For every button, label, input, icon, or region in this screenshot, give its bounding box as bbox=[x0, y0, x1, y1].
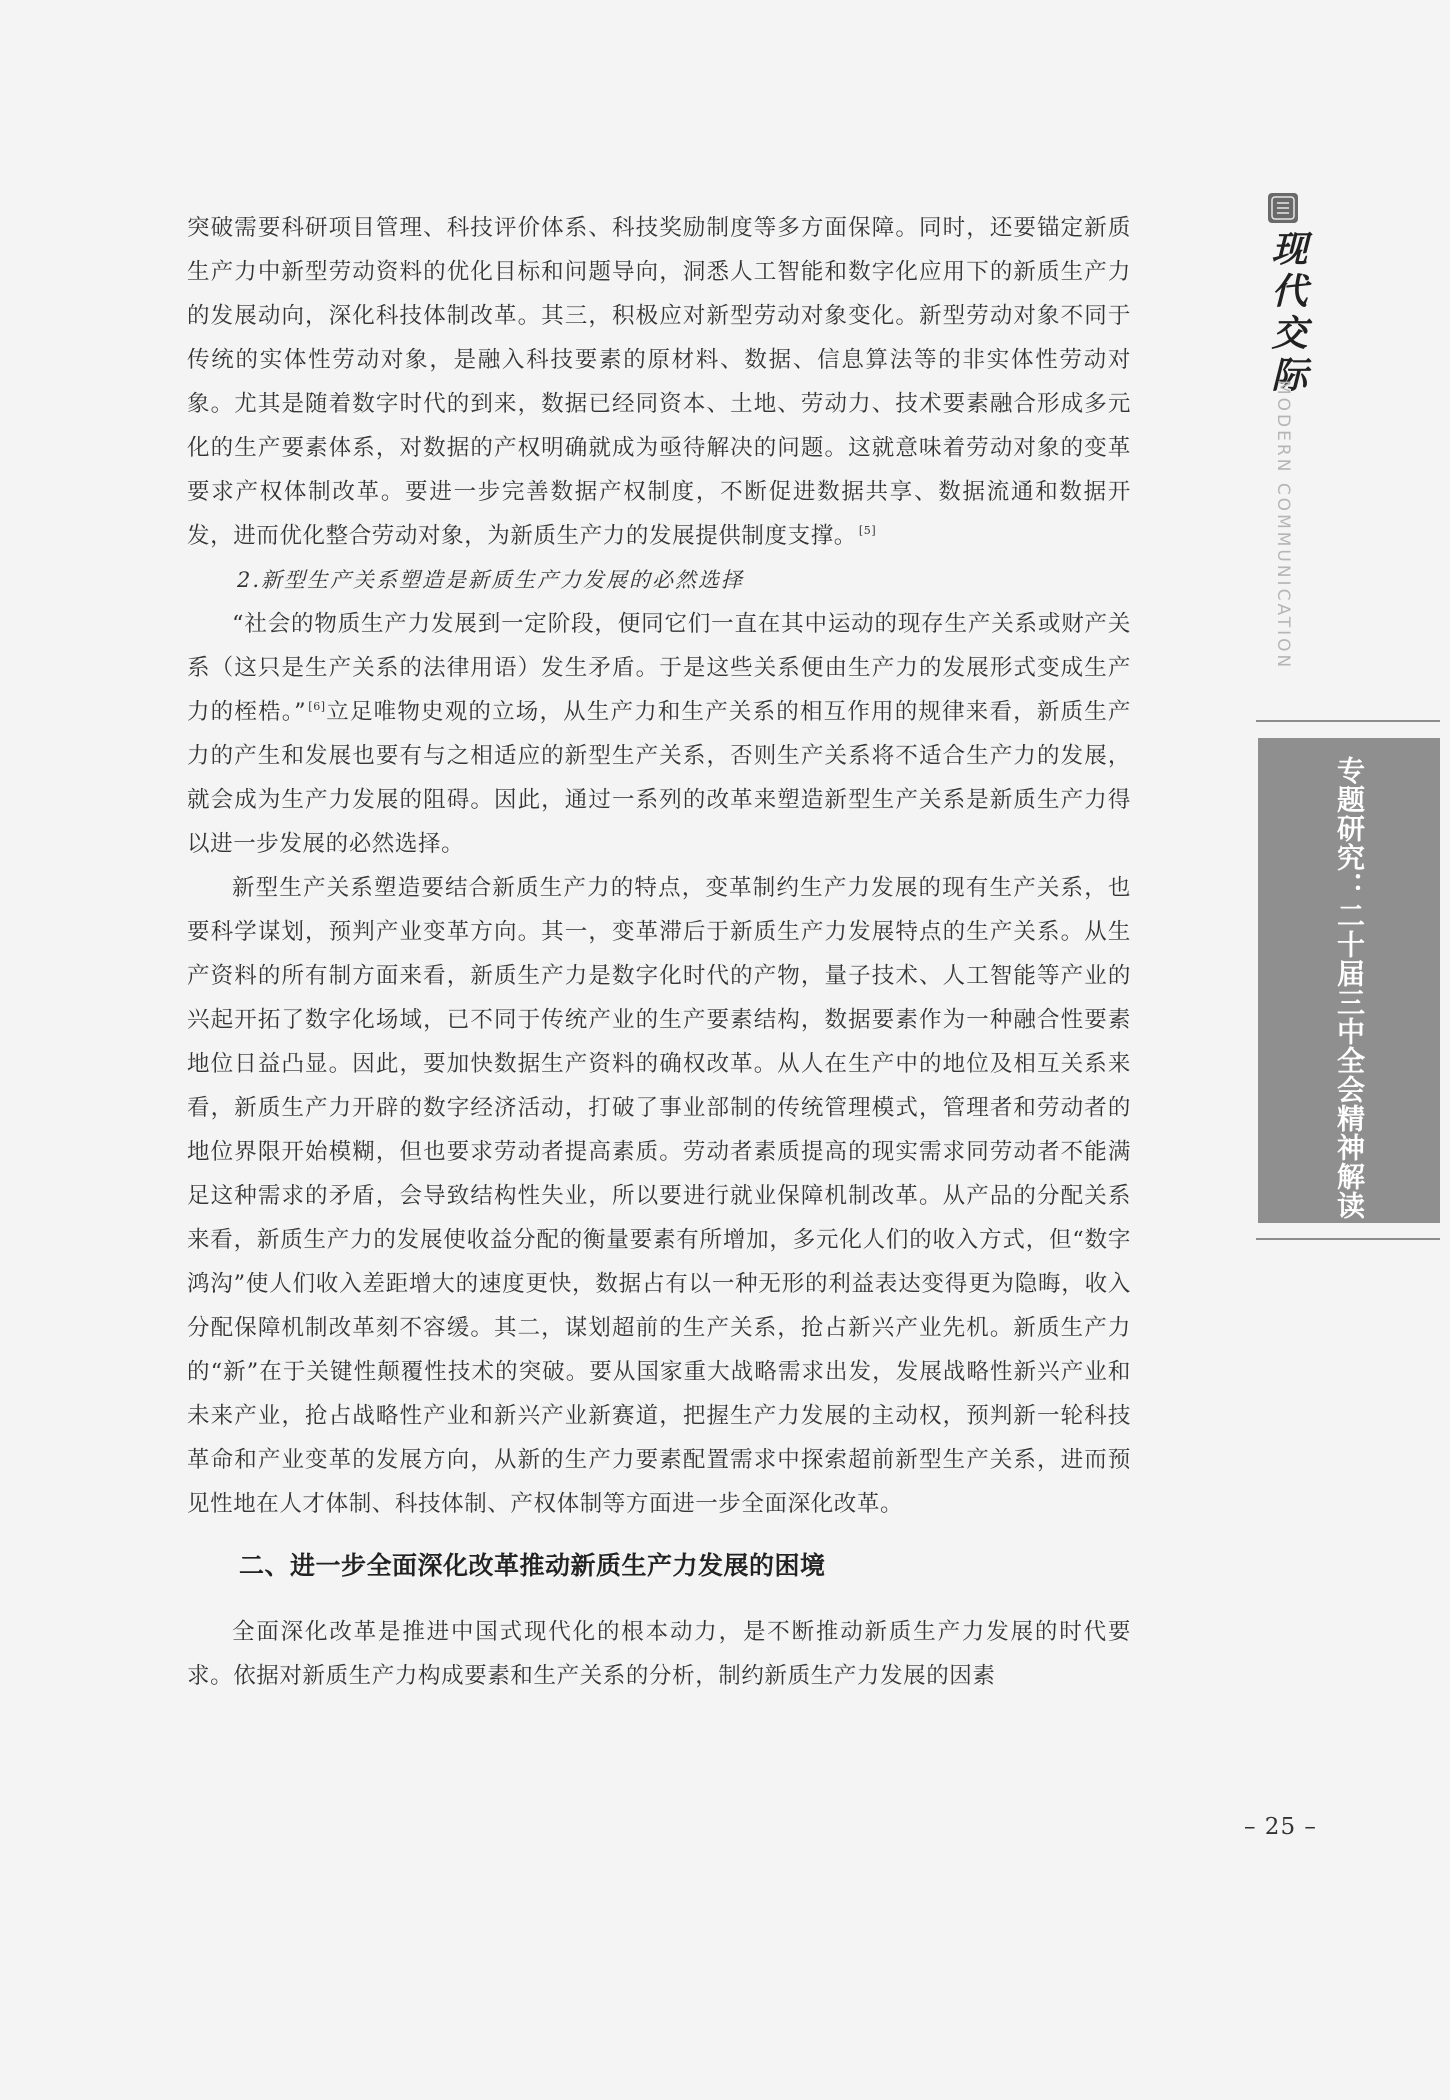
paragraph-text: 立足唯物史观的立场，从生产力和生产关系的相互作用的规律来看，新质生产力的产生和发展也要有与之相适应的新型生产关系，否则生产关系将不适合生产力的发展，就会成为生产力发展的阻碍。因此，通过一系列的改革来塑造新型生产关系是新质生产力得以进一步发展的必然选择。 bbox=[187, 699, 1132, 857]
page-number: – 25 – bbox=[1244, 1814, 1317, 1840]
citation-ref: [6] bbox=[308, 700, 326, 713]
citation-ref: [5] bbox=[858, 524, 877, 537]
journal-seal-icon bbox=[1268, 193, 1298, 223]
journal-title: 现代交际 bbox=[1266, 230, 1308, 398]
column-label-tab bbox=[1258, 738, 1440, 1223]
column-divider bbox=[1256, 1238, 1440, 1240]
journal-title-english: MODERN COMMUNICATION bbox=[1273, 380, 1293, 671]
body-paragraph bbox=[187, 206, 1131, 558]
section-heading: 二、进一步全面深化改革推动新质生产力发展的困境 bbox=[239, 1551, 826, 1580]
body-paragraph: 新型生产关系塑造要结合新质生产力的特点，变革制约生产力发展的现有生产关系，也要科学谋划，预判产业变革方向。其一，变革滞后于新质生产力发展特点的生产关系。从生产资料的所有制方面来看，新质生产力是数字化时代的产物，量子技术、人工智能等产业的兴起开拓了数字化场域，已不同于传统产业的生产要素结构，数据要素作为一种融合性要素地位日益凸显。因此，要加快数据生产资料的确权改革。从人在生产中的地位及相互关系来看，新质生产力开辟的数字经济活动，打破了事业部制的传统管理模式，管理者和劳动者的地位界限开始模糊，但也要求劳动者提高素质。劳动者素质提高的现实需求同劳动者不能满足这种需求的矛盾，会导致结构性失业，所以要进行就业保障机制改革。从产品的分配关系来看，新质生产力的发展使收益分配的衡量要素有所增加，多元化人们的收入方式，但“数字鸿沟”使人们收入差距增大的速度更快，数据占有以一种无形的利益表达变得更为隐晦，收入分配保障机制改革刻不容缓。其二，谋划超前的生产关系，抢占新兴产业先机。新质生产力的“新”在于关键性颠覆性技术的突破。要从国家重大战略需求出发，发展战略性新兴产业和未来产业，抢占战略性产业和新兴产业新赛道，把握生产力发展的主动权，预判新一轮科技革命和产业变革的发展方向，从新的生产力要素配置需求中探索超前新型生产关系，进而预见性地在人才体制、科技体制、产权体制等方面进一步全面深化改革。 bbox=[187, 875, 1131, 1517]
quotation-text: “社会的物质生产力发展到一定阶段，便同它们一直在其中运动的现存生产关系或财产关系（这只是生产关系的法律用语）发生矛盾。于是这些关系便由生产力的发展形式变成生产力的桎梏。” bbox=[187, 611, 1131, 725]
body-paragraph bbox=[187, 602, 1131, 866]
subsection-heading: 2.新型生产关系塑造是新质生产力发展的必然选择 bbox=[237, 568, 745, 592]
article-body bbox=[187, 206, 1131, 1698]
paragraph-text: 突破需要科研项目管理、科技评价体系、科技奖励制度等多方面保障。同时，还要锚定新质生产力中新型劳动资料的优化目标和问题导向，洞悉人工智能和数字化应用下的新质生产力的发展动向，深化科技体制改革。其三，积极应对新型劳动对象变化。新型劳动对象不同于传统的实体性劳动对象，是融入科技要素的原材料、数据、信息算法等的非实体性劳动对象。尤其是随着数字时代的到来，数据已经同资本、土地、劳动力、技术要素融合形成多元化的生产要素体系，对数据的产权明确就成为亟待解决的问题。这就意味着劳动对象的变革要求产权体制改革。要进一步完善数据产权制度，不断促进数据共享、数据流通和数据开发，进而优化整合劳动对象，为新质生产力的发展提供制度支撑。 bbox=[187, 215, 1131, 549]
column-divider bbox=[1256, 720, 1440, 722]
body-paragraph: 全面深化改革是推进中国式现代化的根本动力，是不断推动新质生产力发展的时代要求。依据对新质生产力构成要素和生产关系的分析，制约新质生产力发展的因素 bbox=[187, 1619, 1131, 1689]
column-label: 专题研究：二十届三中全会精神解读 bbox=[1333, 756, 1366, 1220]
